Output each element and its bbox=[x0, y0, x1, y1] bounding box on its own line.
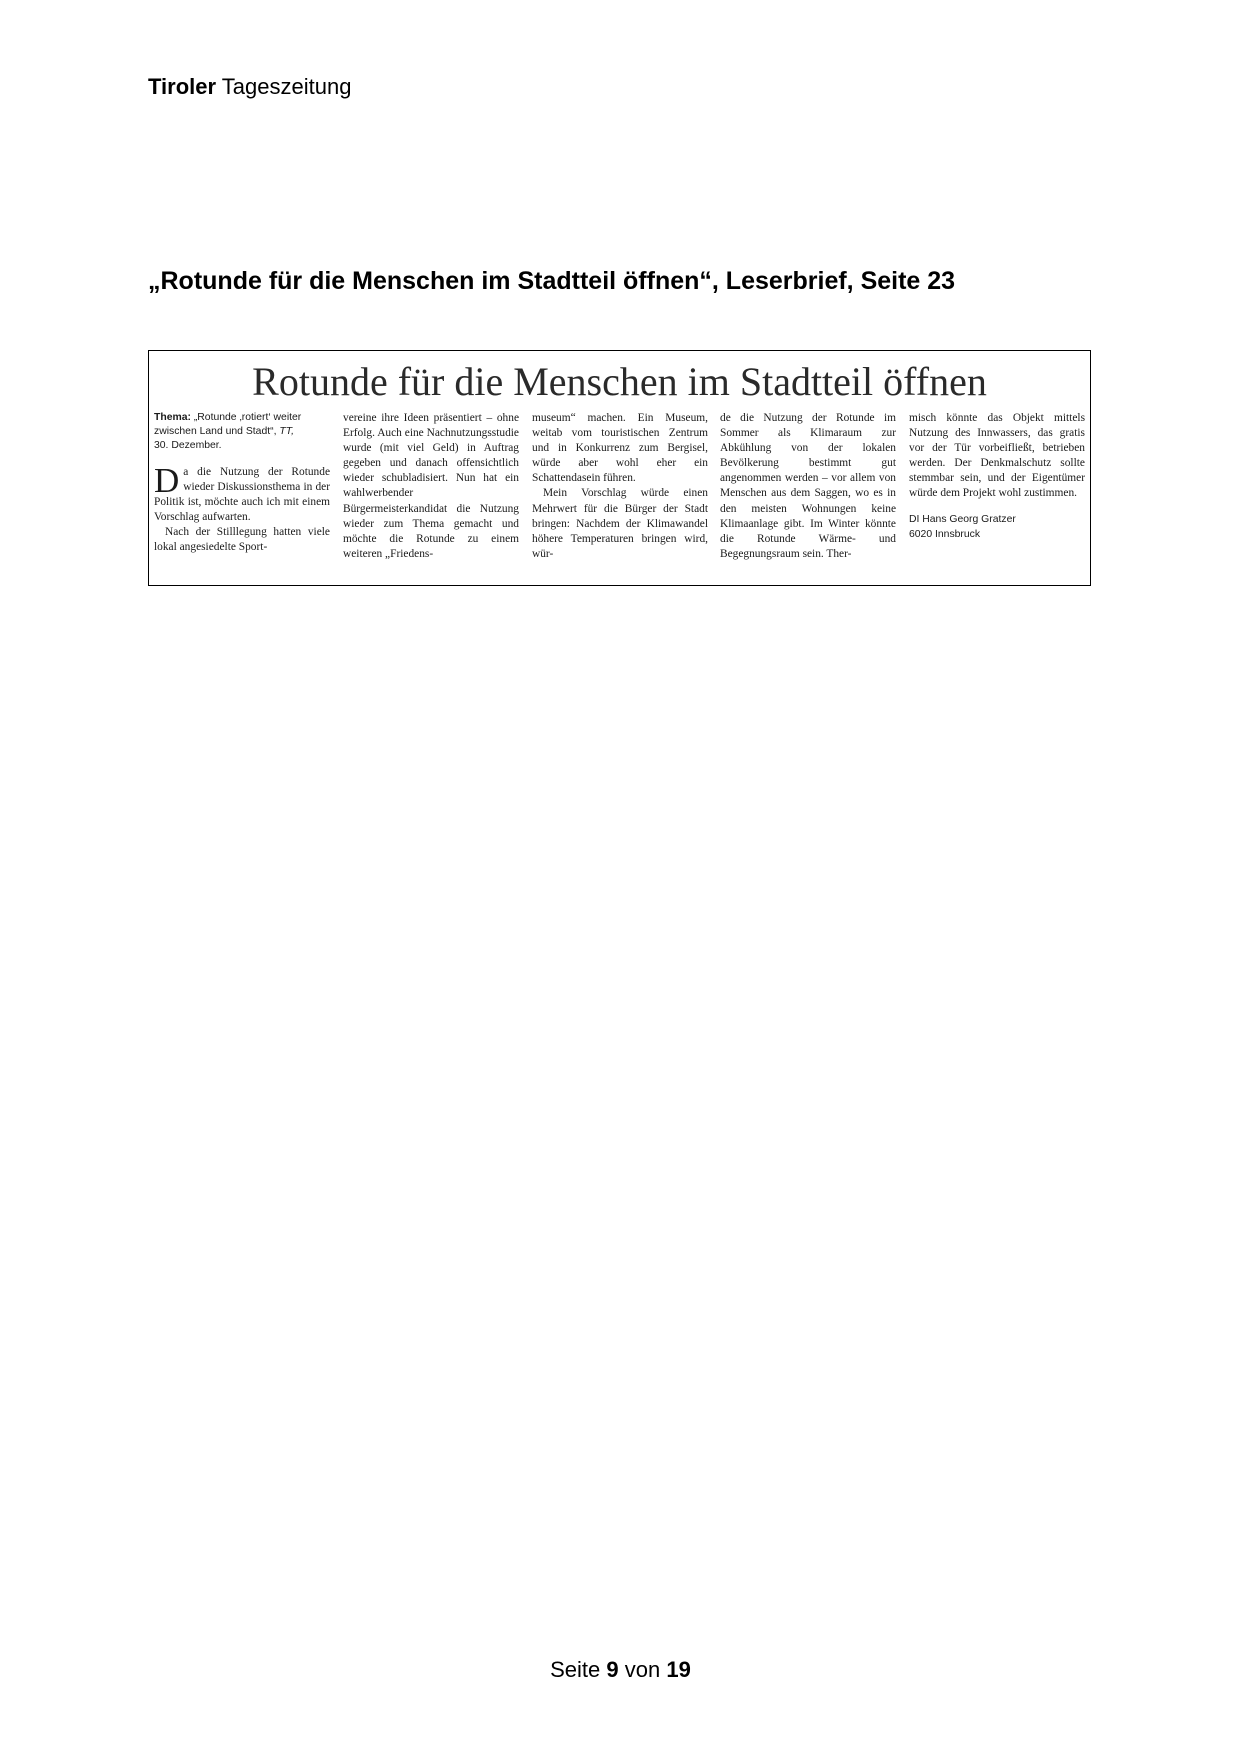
paragraph-1 bbox=[154, 461, 330, 525]
column-1 bbox=[154, 411, 330, 556]
publication-name-rest: Tageszeitung bbox=[221, 74, 352, 99]
paragraph-2-end: museum“ machen. Ein Museum, weitab vom touristischen Zentrum und in Konkurrenz zum Bergisel, würde aber wohl eher ein Schattendasein führen. bbox=[532, 412, 708, 485]
page-current: 9 bbox=[606, 1657, 619, 1682]
column-4 bbox=[720, 411, 896, 562]
thema-date: 30. Dezember. bbox=[154, 440, 222, 451]
paragraph-2-cont: vereine ihre Ideen präsentiert – ohne Erfolg. Auch eine Nachnutzungsstudie wurde (mit viel Geld) in Auftrag gegeben und danach offensichtlich wieder schubladisiert. Nun hat ein wahlwerbender Bürgermeisterkandidat die Nutzung wieder zum Thema gemacht und möchte die Rotunde zu einem weiteren „Friedens- bbox=[343, 412, 519, 560]
paragraph-3-end: misch könnte das Objekt mittels Nutzung des Innwassers, das gratis vor der Tür vorbeifließt, betrieben werden. Der Denkmalschutz sollte stemmbar sein, und der Eigentümer würde dem Projekt wohl zustimmen. bbox=[909, 412, 1085, 500]
paragraph-3: Mein Vorschlag würde einen Mehrwert für die Bürger der Stadt bringen: Nachdem der Klimawandel höhere Temperaturen bringen wird, wür- bbox=[532, 487, 708, 560]
newspaper-clipping bbox=[148, 350, 1091, 586]
clipping-headline: Rotunde für die Menschen im Stadtteil öffnen bbox=[252, 359, 987, 404]
publication-header bbox=[148, 74, 351, 100]
paragraph-1-text: a die Nutzung der Rotunde wieder Diskussionsthema in der Politik ist, möchte auch ich mit einem Vorschlag aufwarten. bbox=[154, 466, 330, 524]
publication-name-bold: Tiroler bbox=[148, 74, 217, 99]
von-label: von bbox=[624, 1657, 661, 1682]
page-number-footer bbox=[0, 1657, 1241, 1683]
author-name: DI Hans Georg Gratzer bbox=[909, 513, 1016, 525]
document-title: „Rotunde für die Menschen im Stadtteil öffnen“, Leserbrief, Seite 23 bbox=[148, 267, 956, 295]
thema-reference bbox=[154, 411, 330, 453]
author-location: 6020 Innsbruck bbox=[909, 528, 981, 540]
paragraph-3-cont: de die Nutzung der Rotunde im Sommer als Klimaraum zur Abkühlung von der lokalen Bevölkerung bestimmt gut angenommen werden – vor allem von Menschen aus dem Saggen, wo es in den meisten Wohnungen keine Klimaanlage gibt. Im Winter könnte die Rotunde Wärme- und Begegnungsraum sein. Ther- bbox=[720, 412, 896, 560]
column-2 bbox=[343, 411, 519, 562]
thema-text: „Rotunde ‚rotiert‘ weiter zwischen Land und Stadt“, bbox=[154, 412, 302, 437]
column-3 bbox=[532, 411, 708, 562]
seite-label: Seite bbox=[550, 1657, 601, 1682]
column-5 bbox=[909, 411, 1085, 542]
paragraph-2: Nach der Stilllegung hatten viele lokal angesiedelte Sport- bbox=[154, 526, 330, 554]
thema-label: Thema: bbox=[154, 412, 191, 423]
thema-source: TT, bbox=[279, 426, 294, 437]
drop-cap: D bbox=[154, 461, 180, 500]
clipping-columns bbox=[154, 411, 1084, 583]
page-total: 19 bbox=[666, 1657, 691, 1682]
